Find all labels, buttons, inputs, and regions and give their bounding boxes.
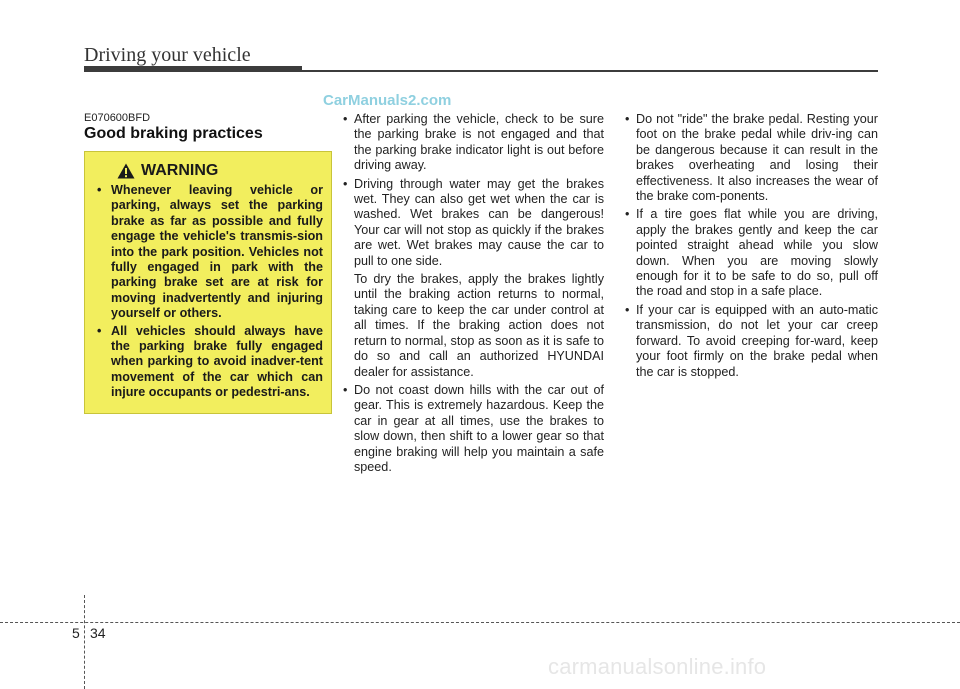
- list-item: [625, 303, 878, 380]
- list-item-text: After parking the vehicle, check to be sure the parking brake is not engaged and that the parking brake indicator light is out before driving away.: [354, 112, 604, 173]
- chapter-number: 5: [72, 625, 80, 641]
- watermark-top: CarManuals2.com: [323, 92, 452, 109]
- footer-rule: [0, 622, 960, 623]
- warning-item-text: All vehicles should always have the parking brake fully engaged when parking to avoid inadver-tent movement of the car which can injure occupants or pedestri-ans.: [111, 323, 323, 400]
- right-column: [625, 112, 878, 383]
- bullet: •: [625, 112, 630, 126]
- list-item: [625, 112, 878, 204]
- warning-header: [117, 162, 323, 180]
- bullet: •: [343, 382, 348, 397]
- list-item-text: Do not coast down hills with the car out of gear. This is extremely hazardous. Keep the car in gear at all times, use the brakes to slow down, then shift to a lower gear so that engine braking will help you maintain a safe speed.: [354, 382, 604, 474]
- header-rule-thick: [84, 66, 302, 72]
- warning-box: [84, 151, 332, 414]
- bullet: •: [343, 176, 348, 191]
- page-header-title: Driving your vehicle: [84, 44, 251, 66]
- middle-column: [343, 112, 604, 478]
- bullet: •: [97, 323, 102, 338]
- bullet: •: [625, 207, 630, 222]
- page-number: 34: [90, 625, 106, 641]
- warning-item: [97, 183, 323, 322]
- section-title: Good braking practices: [84, 125, 263, 142]
- list-item: [343, 177, 604, 269]
- list-item-text: If your car is equipped with an auto-matic transmission, do not let your car creep forward. To avoid creeping for-ward, keep your foot firmly on the brake pedal when the car is stopped.: [636, 302, 878, 379]
- header-rule-thin: [302, 70, 878, 72]
- list-item-paragraph: To dry the brakes, apply the brakes lightly until the braking action returns to normal, taking care to keep the car under control at all times. If the braking action does not return to normal, stop as soon as it is safe to do so and call an authorized HYUNDAI dealer for assistance.: [354, 272, 604, 379]
- list-item: [343, 383, 604, 475]
- warning-item: [97, 324, 323, 401]
- list-item: [343, 112, 604, 174]
- section-code: E070600BFD: [84, 112, 151, 124]
- bullet: •: [343, 112, 348, 126]
- list-item-text: Driving through water may get the brakes wet. They can also get wet when the car is washed. Wet brakes can be dangerous! Your car will not stop as quickly if the brakes are wet. Wet brakes may cause the car to pull to one side.: [354, 176, 604, 268]
- warning-item-text: Whenever leaving vehicle or parking, always set the parking brake as far as possible and fully engage the vehicle's transmis-sion into the park position. Vehicles not fully engaged in park with the parking brake set are at risk for moving inadvertently and injuring yourself or others.: [111, 183, 323, 321]
- list-item-text: If a tire goes flat while you are driving, apply the brakes gently and keep the car pointed straight ahead while you slow down. When you are moving slowly enough for it to be safe to do so, pull off the road and stop in a safe place.: [636, 207, 878, 299]
- watermark-bottom: carmanualsonline.info: [548, 654, 767, 679]
- warning-title: WARNING: [141, 162, 219, 179]
- footer-divider: [84, 595, 85, 689]
- list-item-text: Do not "ride" the brake pedal. Resting your foot on the brake pedal while driv-ing can be dangerous because it can result in the brakes overheating and losing their effectiveness. It also increases the wear of the brake com-ponents.: [636, 112, 878, 204]
- list-item: [625, 207, 878, 299]
- bullet: •: [625, 302, 630, 317]
- warning-triangle-icon: [117, 163, 135, 179]
- bullet: •: [97, 183, 102, 197]
